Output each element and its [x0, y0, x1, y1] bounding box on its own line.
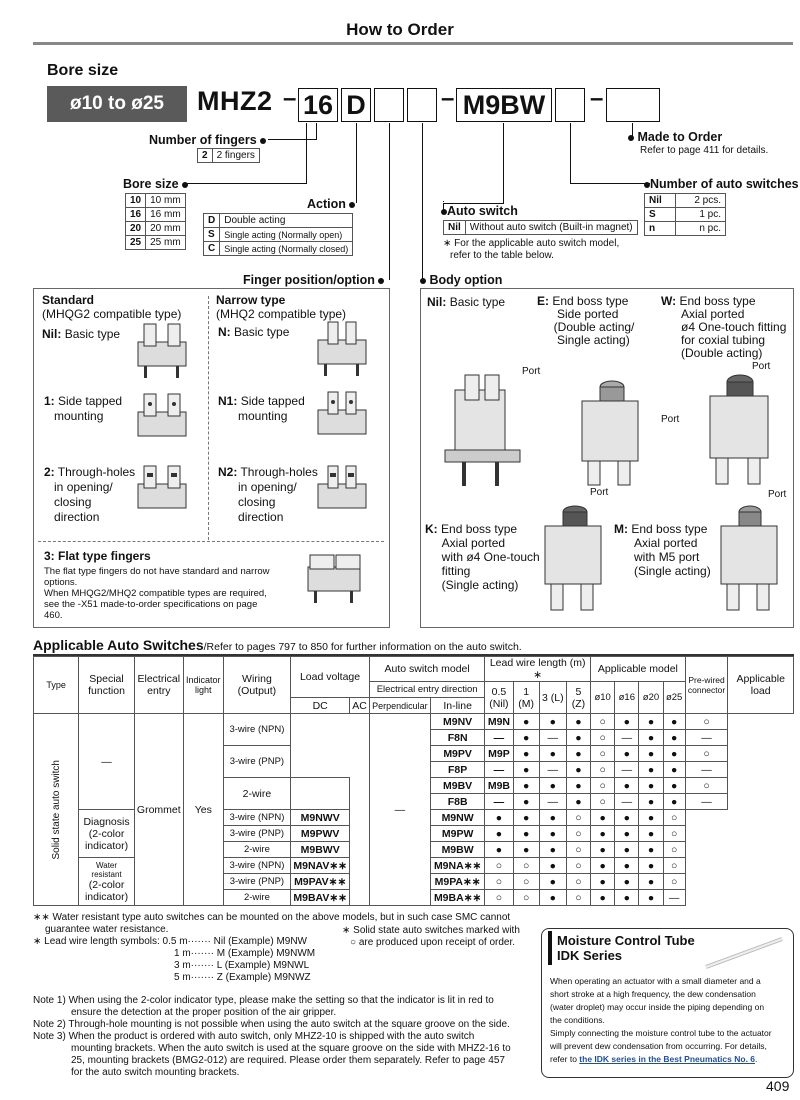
- code-dash: –: [441, 85, 455, 112]
- gripper-image: [535, 500, 615, 615]
- port-label: Port: [752, 361, 771, 372]
- switch-code-box: M9BW: [456, 88, 552, 122]
- code-dash: –: [590, 85, 604, 112]
- action-label: Action: [307, 197, 355, 211]
- gripper-image: [130, 320, 198, 380]
- finger-narrow: Narrow type (MHQ2 compatible type): [216, 293, 347, 321]
- finger-standard: Standard (MHQG2 compatible type): [42, 293, 182, 321]
- gripper-image: [130, 460, 198, 522]
- mto-desc: Refer to page 411 for details.: [640, 145, 769, 156]
- code-dash: –: [283, 85, 297, 112]
- page-title: How to Order: [346, 20, 454, 39]
- auto-switch-table: Nil Without auto switch (Built-in magnet): [443, 220, 638, 235]
- table-row: 2-wire M9BWV M9BW ● ● ● ○ ● ● ● ○: [34, 842, 794, 858]
- finger-3-note: The flat type fingers do not have standard and narrow options. When MHQG2/MHQ2 compatible types are required, see the -X51 made-to-order specifications on page 460.: [44, 566, 270, 621]
- table-row: F8B — ● — ● ○ — ● ● —: [34, 794, 794, 810]
- table-row: 3-wire (PNP) M9PV M9P ● ● ● ○ ● ● ● ○: [34, 746, 794, 762]
- bore-table: 10 10 mm 16 16 mm 20 20 mm 25 25 mm: [125, 193, 186, 250]
- body-k: K: End boss type Axial ported with ø4 One-touch fitting (Single acting): [425, 522, 540, 592]
- bore-range-badge: ø10 to ø25: [47, 86, 187, 122]
- finger-code-box: [374, 88, 404, 122]
- finger-3: 3: Flat type fingers: [44, 549, 151, 563]
- gripper-image: [715, 500, 795, 615]
- table-row: F8N — ● — ● ○ — ● ● —: [34, 730, 794, 746]
- bore-code-box: 16: [298, 88, 338, 122]
- action-table: D Double acting S Single acting (Normally open) C Single acting (Normally closed): [203, 213, 353, 256]
- tube-image: [702, 935, 787, 971]
- num-switches-table: Nil 2 pcs. S 1 pc. n n pc.: [644, 193, 726, 236]
- auto-switch-note: ∗ For the applicable auto switch model,: [443, 238, 620, 249]
- table-row: F8P — ● — ● ○ — ● ● —: [34, 762, 794, 778]
- page-number: 409: [766, 1078, 790, 1094]
- auto-switch-note2: refer to the table below.: [450, 250, 554, 261]
- gripper-image: [700, 370, 780, 490]
- port-label: Port: [590, 487, 609, 498]
- table-row: Water resistant (2-color indicator) 3-wire (NPN) M9NAV∗∗ M9NA∗∗ ○ ○ ● ○ ● ● ● ○: [34, 858, 794, 874]
- mto-label: Made to Order: [628, 130, 722, 144]
- fingers-table: 2 2 fingers: [197, 148, 260, 163]
- gripper-image: [310, 388, 378, 448]
- fingers-label: Number of fingers: [149, 133, 266, 147]
- bore-label: Bore size: [123, 177, 188, 191]
- footnotes: ∗∗ Water resistant type auto switches can be mounted on the above models, but in such case SMC cannot guarantee water resistance. ∗ Lead wire length symbols: 0.5 m······· Nil (Example) M9NW 1 m······· M (Example) M9NWM 3 m······· L (Example) M9NWL 5 m······· Z (Example) M9NWZ: [33, 912, 511, 983]
- table-row: Solid state auto switch — Grommet Yes 3-wire (NPN) — M9NV M9N ● ● ● ○ ● ● ● ○: [34, 714, 794, 730]
- gripper-image: [310, 460, 378, 522]
- table-row: Diagnosis (2-color indicator) 3-wire (NPN) M9NWV M9NW ● ● ● ○ ● ● ● ○: [34, 810, 794, 826]
- title-rule: [33, 42, 793, 45]
- switches-heading: Applicable Auto Switches/Refer to pages 797 to 850 for further information on the auto switch.: [33, 637, 522, 653]
- action-code-box: D: [341, 88, 371, 122]
- auto-switch-table: Type Special function Electrical entry Indicator light Wiring (Output) Load voltage Auto switch model Lead wire length (m) ∗ Applicable model Pre-wired connector Applicable load Electrical entry direction 0.5 (Nil) 1 (M) 3 (L) 5 (Z) ø10 ø16 ø20 ø25 DC AC Perpendicular In-line Solid state auto switch — Grommet Yes 3-wire (NPN) — M9NV M9N ● ● ● ○ ● ● ● ○ F8N — ● — ● ○ — ● ● — 3-wire (PNP) M9PV M9P ● ● ● ○ ● ● ● ○ F8P — ● — ● ○ — ● ● — 2-wire M9BV M9B ● ● ● ○ ● ● ● ○ F8B — ● — ● ○ — ● ● — Diagnosis (2-color indicator) 3-wire (NPN) M9NWV M9NW ● ● ● ○ ● ● ● ○ 3-wire (PNP) M9PWV M9PW ● ● ● ○ ● ● ● ○ 2-wire M9BWV M9BW ● ● ● ○ ● ● ● ○ Water resistant (2-color indicator) 3-wire (NPN) M9NAV∗∗ M9NA∗∗ ○ ○ ● ○ ● ● ● ○ 3-wire (PNP) M9PAV∗∗ M9PA∗∗ ○ ○ ● ○ ● ● ● ○ 2-wire M9BAV∗∗ M9BA∗∗ ○ ○ ● ○ ● ● ● —: [33, 656, 794, 906]
- made-to-order-box: [606, 88, 660, 122]
- body-nil: Nil: Basic type: [427, 295, 506, 309]
- body-code-box: [407, 88, 437, 122]
- table-row: 3-wire (PNP) M9PAV∗∗ M9PA∗∗ ○ ○ ● ○ ● ● ● ○: [34, 874, 794, 890]
- finger-2: 2: Through-holes in opening/ closing direction: [44, 465, 136, 524]
- body-w: W: End boss type Axial ported ø4 One-touch fitting for coxial tubing (Double acting): [661, 294, 787, 360]
- gripper-image: [572, 375, 652, 490]
- finger-1: 1: Side tapped mounting: [44, 394, 123, 423]
- port-label: Port: [768, 489, 787, 500]
- table-row: 3-wire (PNP) M9PWV M9PW ● ● ● ○ ● ● ● ○: [34, 826, 794, 842]
- gripper-image: [310, 318, 378, 378]
- model-prefix: MHZ2: [197, 86, 273, 116]
- gripper-image: [130, 390, 198, 450]
- switch-qty-box: [555, 88, 585, 122]
- auto-switch-label: Auto switch: [441, 204, 518, 218]
- gripper-image: [440, 370, 530, 490]
- port-label: Port: [522, 366, 541, 377]
- finger-position-label: Finger position/option: [243, 273, 384, 287]
- body-m: M: End boss type Axial ported with M5 port (Single acting): [614, 522, 711, 578]
- idk-title: Moisture Control Tube IDK Series: [557, 933, 695, 963]
- table-row: 2-wire M9BAV∗∗ M9BA∗∗ ○ ○ ● ○ ● ● ● —: [34, 890, 794, 906]
- table-row: 2-wire M9BV M9B ● ● ● ○ ● ● ● ○: [34, 778, 794, 794]
- finger-n2: N2: Through-holes in opening/ closing direction: [218, 465, 318, 524]
- body-option-label: Body option: [420, 273, 502, 287]
- port-label: Port: [661, 414, 680, 425]
- num-switches-label: Number of auto switches: [644, 177, 799, 191]
- idk-text: When operating an actuator with a small diameter and a short stroke at a high frequency, the dew condensation (water droplet) may occur inside the piping depending on the conditions. Simply connecting the moisture control tube to the actuator will prevent dew condensation from occurring. For details, refer to the IDK series in the Best Pneumatics No. 6.: [550, 976, 772, 1064]
- finger-nil: Nil: Basic type: [42, 327, 121, 341]
- body-e: E: End boss type Side ported (Double acting/ Single acting): [537, 294, 635, 347]
- finger-n: N: Basic type: [218, 325, 290, 339]
- footnote-order: ∗ Solid state auto switches marked with ○ are produced upon receipt of order.: [342, 925, 520, 948]
- finger-n1: N1: Side tapped mounting: [218, 394, 305, 423]
- notes: Note 1) When using the 2-color indicator type, please make the setting so that the indicator is lit in red to ensure the detection at the proper position of the air gripper. Note 2) Through-hole mounting is not possible when using the auto switch at the square groove on the side. Note 3) When the product is ordered with auto switch, only MHZ2-10 is shipped with the auto switch mounting brackets. When the auto switch is used at the square groove on the side with MHZ2-16 to 25, mounting brackets (BMG2-012) are required. Please order them separately. Refer to page 457 for the auto switch mounting brackets.: [33, 995, 511, 1078]
- idk-link[interactable]: the IDK series in the Best Pneumatics No. 6: [579, 1054, 756, 1064]
- gripper-image: [300, 543, 372, 605]
- bore-size-heading: Bore size: [47, 62, 119, 79]
- idk-info-box: [541, 928, 794, 1078]
